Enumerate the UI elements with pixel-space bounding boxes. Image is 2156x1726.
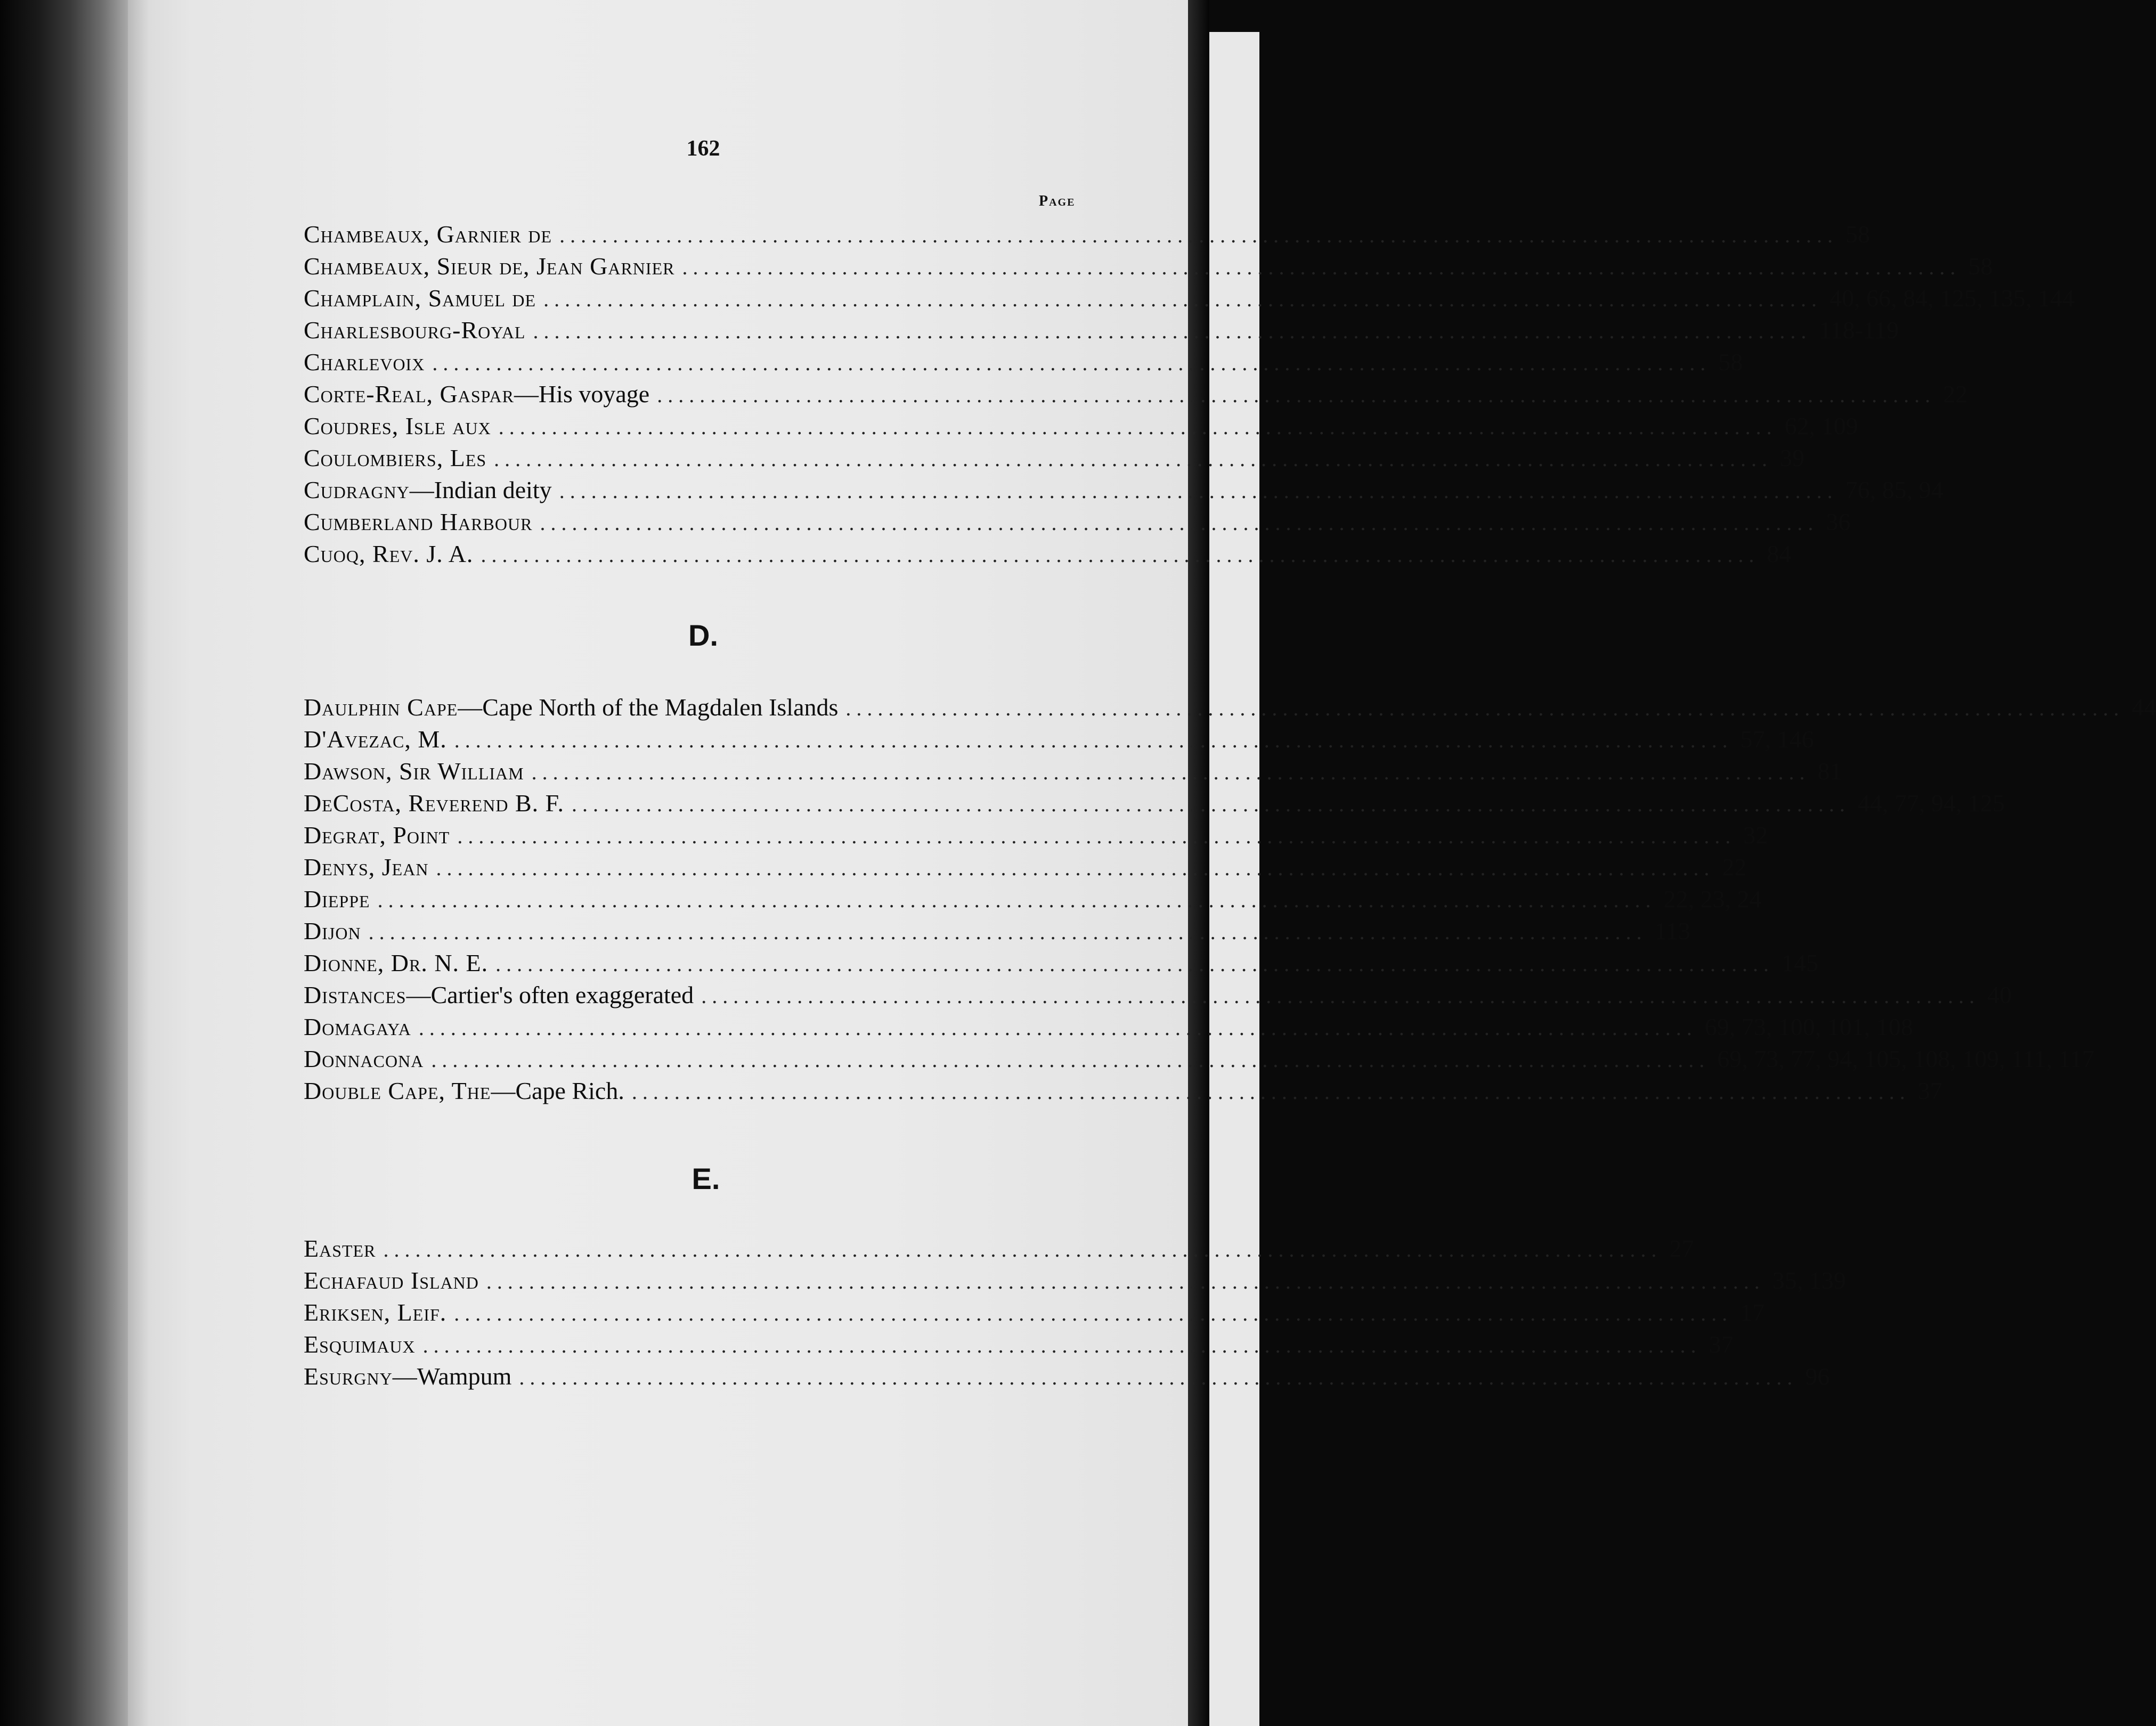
dot-leader: ........................................................................................................................ xyxy=(559,479,1838,503)
dot-leader: ........................................................................................................................ xyxy=(422,1333,1702,1357)
index-entry xyxy=(304,947,1819,979)
entry-name: Chambeaux, Sieur de, Jean Garnier xyxy=(304,253,675,280)
entry-name: Daulphin Cape xyxy=(304,694,458,721)
index-entry xyxy=(304,250,1993,282)
dot-leader: ........................................................................................................................ xyxy=(495,952,1775,976)
dot-leader: ........................................................................................................................ xyxy=(533,319,1812,343)
entry-name: Corte-Real, Gaspar xyxy=(304,380,514,408)
scan-left-edge xyxy=(0,0,128,1726)
index-section-e xyxy=(304,1233,1846,1393)
entry-name: Degrat, Point xyxy=(304,821,450,849)
dot-leader: ........................................................................................................................ xyxy=(682,255,1961,279)
entry-name: Chambeaux, Garnier de xyxy=(304,221,552,248)
index-entry xyxy=(304,883,1762,915)
dot-leader: ........................................................................................................................ xyxy=(457,824,1736,848)
index-entry xyxy=(304,410,1858,442)
entry-name: Coudres, Isle aux xyxy=(304,412,491,439)
entry-name: Cudragny xyxy=(304,476,410,503)
entry-name: D'Avezac, M. xyxy=(304,726,447,753)
dot-leader: ........................................................................................................................ xyxy=(494,447,1773,471)
entry-name: Easter xyxy=(304,1235,376,1262)
entry-name: Charlevoix xyxy=(304,348,425,376)
index-entry xyxy=(304,787,2005,819)
entry-pages: 84 xyxy=(1767,540,1792,567)
index-section-d xyxy=(304,691,2156,1107)
index-entry xyxy=(304,819,1768,851)
entry-pages: 22, 23, 24 xyxy=(1663,885,1762,913)
entry-pages: 69, 73, 77, 94, 105, 108, 109, 111, 117 xyxy=(1717,1045,2095,1072)
entry-name: DeCosta, Reverend B. F. xyxy=(304,789,565,817)
index-entry xyxy=(304,1043,2095,1075)
dot-leader: ........................................................................................................................ xyxy=(657,383,1936,407)
entry-description: —His voyage xyxy=(514,380,650,408)
dot-leader: ........................................................................................................................ xyxy=(383,1237,1662,1261)
dot-leader: ........................................................................................................................ xyxy=(432,351,1711,375)
index-entry xyxy=(304,506,1851,538)
dot-leader: ........................................................................................................................ xyxy=(368,920,1647,944)
index-entry xyxy=(304,1265,1846,1297)
index-entry xyxy=(304,218,1870,250)
section-heading-d: D. xyxy=(688,618,718,652)
index-entry xyxy=(304,378,1968,410)
entry-pages: 40, 66, 84, 125, 135, 144 xyxy=(1829,284,2075,312)
dot-leader: ........................................................................................................................ xyxy=(540,511,1819,535)
index-entry xyxy=(304,691,2156,723)
entry-name: Donnacona xyxy=(304,1045,424,1072)
index-entry xyxy=(304,1297,1765,1329)
entry-pages: 32 xyxy=(1743,821,1768,849)
page-number: 162 xyxy=(686,136,720,161)
dot-leader: ........................................................................................................................ xyxy=(454,728,1733,752)
entry-description: —Cape Rich. xyxy=(491,1077,624,1104)
entry-name: Eriksen, Leif. xyxy=(304,1299,447,1326)
entry-name: Esurgny xyxy=(304,1363,393,1390)
entry-name: Champlain, Samuel de xyxy=(304,284,536,312)
entry-pages: 118-119 xyxy=(1819,316,1899,344)
index-entry xyxy=(304,442,1805,474)
index-entry xyxy=(304,851,1747,883)
entry-pages: 62, 109 xyxy=(1784,412,1858,439)
entry-pages: 37 xyxy=(1917,1077,1942,1104)
entry-name: Charlesbourg-Royal xyxy=(304,316,526,344)
entry-pages: 40 xyxy=(1987,981,2012,1008)
entry-pages: 44, 77, 94, 125 xyxy=(1858,789,2005,817)
dot-leader: ........................................................................................................................ xyxy=(559,223,1838,247)
dot-leader: ........................................................................................................................ xyxy=(498,415,1777,439)
entry-description: —Indian deity xyxy=(409,476,552,503)
index-entry xyxy=(304,1233,1694,1265)
entry-name: Dawson, Sir William xyxy=(304,758,524,785)
entry-pages: 57, 146 xyxy=(1740,726,1814,753)
entry-name: Esquimaux xyxy=(304,1331,416,1358)
entry-pages: 39 xyxy=(1780,444,1805,471)
entry-name: Domagaya xyxy=(304,1013,411,1040)
entry-name: Cuoq, Rev. J. A. xyxy=(304,540,474,567)
index-entry xyxy=(304,915,1690,947)
dot-leader: ........................................................................................................................ xyxy=(454,1301,1733,1325)
index-entry xyxy=(304,979,2012,1011)
entry-pages: 69, 73, 100, 101, 108 xyxy=(1704,1013,1913,1040)
scan-top-shadow xyxy=(1209,0,1259,32)
dot-leader: ........................................................................................................................ xyxy=(572,792,1851,816)
entry-pages: 17 xyxy=(1740,1299,1765,1326)
index-entry xyxy=(304,1011,1913,1043)
dot-leader: ........................................................................................................................ xyxy=(543,287,1823,311)
entry-pages: 37 xyxy=(1708,1331,1734,1358)
entry-pages: 58 xyxy=(1718,348,1743,376)
dot-leader: ........................................................................................................................ xyxy=(436,856,1715,880)
index-entry xyxy=(304,1361,1830,1393)
entry-pages: 36 xyxy=(1826,508,1851,535)
entry-pages: 113 xyxy=(1654,917,1690,945)
dot-leader: ........................................................................................................................ xyxy=(531,760,1810,784)
entry-pages: 22 xyxy=(1943,380,1968,408)
dot-leader: ........................................................................................................................ xyxy=(486,1269,1765,1293)
index-entry xyxy=(304,538,1792,570)
index-entry xyxy=(304,1329,1734,1361)
index-section-c xyxy=(304,218,2075,570)
index-entry xyxy=(304,314,1899,346)
entry-pages: 27 xyxy=(1669,1235,1694,1262)
entry-pages: 44 xyxy=(2131,694,2156,721)
entry-name: Double Cape, The xyxy=(304,1077,491,1104)
entry-pages: 58 xyxy=(1845,221,1870,248)
entry-name: Dijon xyxy=(304,917,361,945)
index-entry xyxy=(304,1075,1942,1107)
dot-leader: ........................................................................................................................ xyxy=(377,888,1656,912)
entry-description: —Cape North of the Magdalen Islands xyxy=(458,694,839,721)
dot-leader: ........................................................................................................................ xyxy=(631,1080,1910,1104)
section-heading-e: E. xyxy=(691,1162,720,1195)
page-column-header: Page xyxy=(1039,193,1076,209)
index-entry xyxy=(304,282,2075,314)
entry-pages: 145 xyxy=(1781,949,1819,976)
entry-pages: 35, 139 xyxy=(1772,1267,1846,1294)
entry-description: —Wampum xyxy=(392,1363,512,1390)
entry-pages: 96 xyxy=(1805,1363,1830,1390)
dot-leader: ........................................................................................................................ xyxy=(519,1365,1798,1389)
dot-leader: ........................................................................................................................ xyxy=(701,984,1980,1008)
entry-pages: 81 xyxy=(1817,758,1842,785)
entry-name: Dieppe xyxy=(304,885,370,913)
entry-name: Coulombiers, Les xyxy=(304,444,487,471)
dot-leader: ........................................................................................................................ xyxy=(431,1048,1710,1072)
dot-leader: ........................................................................................................................ xyxy=(418,1016,1697,1040)
dot-leader: ........................................................................................................................ xyxy=(481,543,1760,567)
entry-name: Echafaud Island xyxy=(304,1267,479,1294)
entry-pages: 76, 85, 94 xyxy=(1845,476,1943,503)
entry-name: Denys, Jean xyxy=(304,853,429,881)
index-entry xyxy=(304,346,1743,378)
index-entry xyxy=(304,755,1842,787)
dot-leader: ........................................................................................................................ xyxy=(845,696,2125,720)
index-entry xyxy=(304,723,1814,755)
entry-name: Dionne, Dr. N. E. xyxy=(304,949,489,976)
index-entry xyxy=(304,474,1943,506)
entry-pages: 22 xyxy=(1722,853,1747,881)
entry-name: Distances xyxy=(304,981,406,1008)
entry-pages: 58 xyxy=(1968,253,1993,280)
entry-description: —Cartier's often exaggerated xyxy=(406,981,694,1008)
entry-name: Cumberland Harbour xyxy=(304,508,533,535)
